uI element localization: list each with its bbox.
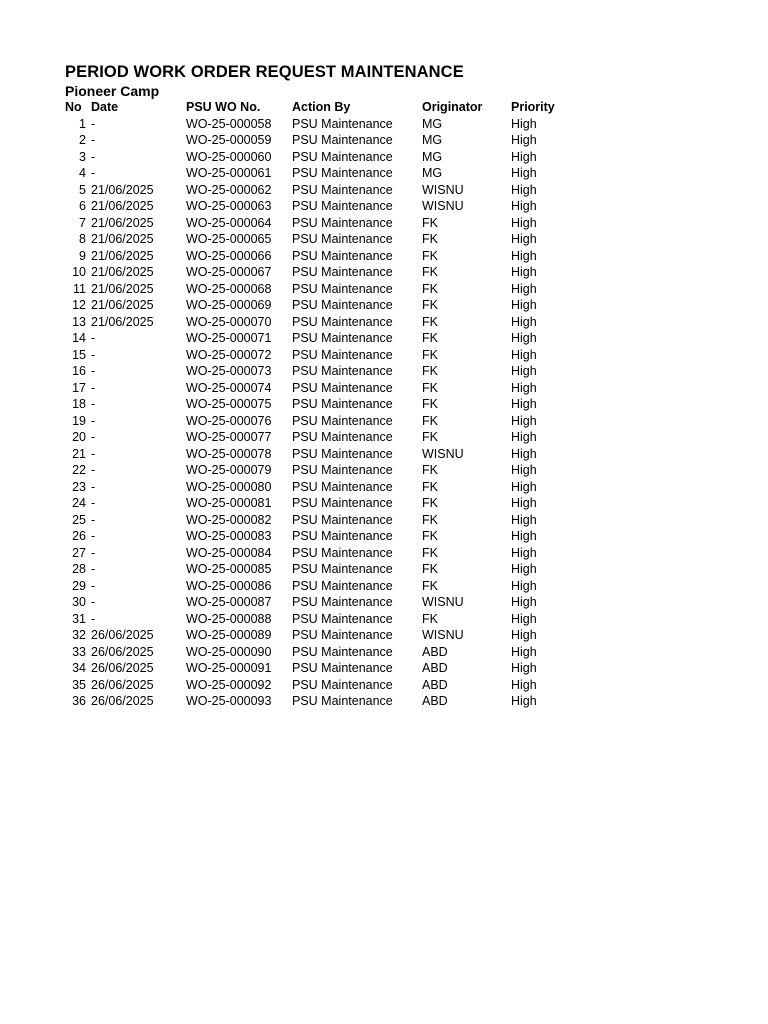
row-no-cell: 34 bbox=[72, 661, 86, 675]
row-originator-cell: FK bbox=[422, 562, 438, 576]
row-priority-cell: High bbox=[511, 694, 537, 708]
row-no-cell: 9 bbox=[79, 248, 86, 263]
row-date-cell: 21/06/2025 bbox=[91, 281, 154, 296]
row-no-cell: 18 bbox=[72, 397, 86, 411]
table-row bbox=[63, 644, 571, 661]
row-wo-no-cell: WO-25-000067 bbox=[186, 265, 272, 279]
row-date-cell: 21/06/2025 bbox=[91, 232, 154, 246]
row-date-cell: - bbox=[91, 595, 96, 609]
row-priority-cell: High bbox=[511, 463, 537, 477]
row-date-cell: 26/06/2025 bbox=[91, 644, 154, 659]
table-row bbox=[63, 347, 571, 364]
row-priority-cell: High bbox=[511, 430, 537, 444]
table-header-row bbox=[63, 99, 571, 116]
row-wo-no-cell: WO-25-000084 bbox=[186, 545, 272, 560]
row-date-cell: - bbox=[91, 133, 96, 147]
row-action-by-cell: PSU Maintenance bbox=[292, 562, 393, 576]
row-date-cell: - bbox=[91, 331, 96, 345]
row-wo-no-cell: WO-25-000086 bbox=[186, 578, 272, 593]
row-originator-cell: FK bbox=[422, 380, 438, 395]
row-no-cell: 2 bbox=[79, 133, 86, 147]
row-originator-cell: MG bbox=[422, 149, 443, 164]
row-action-by-cell: PSU Maintenance bbox=[292, 298, 393, 312]
row-wo-no-cell: WO-25-000079 bbox=[186, 463, 272, 477]
row-action-by-cell: PSU Maintenance bbox=[292, 380, 393, 395]
row-date-cell: 21/06/2025 bbox=[91, 182, 154, 197]
row-priority-cell: High bbox=[511, 281, 537, 296]
row-date-cell: - bbox=[91, 512, 96, 527]
row-action-by-cell: PSU Maintenance bbox=[292, 347, 393, 362]
row-no-cell: 35 bbox=[72, 677, 86, 692]
table-body bbox=[63, 116, 571, 710]
row-no-cell: 29 bbox=[72, 578, 86, 593]
row-wo-no-cell: WO-25-000062 bbox=[186, 182, 272, 197]
table-row bbox=[63, 281, 571, 298]
row-action-by-cell: PSU Maintenance bbox=[292, 512, 393, 527]
row-originator-cell: ABD bbox=[422, 677, 448, 692]
row-no-cell: 12 bbox=[72, 298, 86, 312]
table-row bbox=[63, 132, 571, 149]
row-wo-no-cell: WO-25-000074 bbox=[186, 380, 272, 395]
row-wo-no-cell: WO-25-000093 bbox=[186, 694, 272, 708]
row-priority-cell: High bbox=[511, 149, 537, 164]
row-no-cell: 16 bbox=[72, 364, 86, 378]
row-date-cell: 21/06/2025 bbox=[91, 265, 154, 279]
row-originator-cell: MG bbox=[422, 133, 443, 147]
row-originator-cell: FK bbox=[422, 265, 438, 279]
row-priority-cell: High bbox=[511, 331, 537, 345]
row-priority-cell: High bbox=[511, 314, 537, 329]
row-wo-no-cell: WO-25-000071 bbox=[186, 331, 272, 345]
row-wo-no-cell: WO-25-000077 bbox=[186, 430, 272, 444]
row-no-cell: 21 bbox=[72, 446, 86, 461]
row-originator-cell: WISNU bbox=[422, 182, 464, 197]
table-row bbox=[63, 248, 571, 265]
row-wo-no-cell: WO-25-000072 bbox=[186, 347, 272, 362]
table-row bbox=[63, 396, 571, 413]
row-action-by-cell: PSU Maintenance bbox=[292, 199, 393, 213]
row-no-cell: 3 bbox=[79, 149, 86, 164]
header-date: Date bbox=[91, 100, 119, 114]
table-row bbox=[63, 545, 571, 562]
row-originator-cell: ABD bbox=[422, 644, 448, 659]
row-no-cell: 13 bbox=[72, 314, 86, 329]
row-no-cell: 36 bbox=[72, 694, 86, 708]
row-no-cell: 5 bbox=[79, 182, 86, 197]
table-row bbox=[63, 165, 571, 182]
row-wo-no-cell: WO-25-000060 bbox=[186, 149, 272, 164]
row-originator-cell: FK bbox=[422, 529, 438, 543]
row-date-cell: - bbox=[91, 578, 96, 593]
row-date-cell: - bbox=[91, 380, 96, 395]
row-wo-no-cell: WO-25-000068 bbox=[186, 281, 272, 296]
table-header bbox=[63, 99, 571, 116]
row-no-cell: 32 bbox=[72, 628, 86, 642]
row-priority-cell: High bbox=[511, 347, 537, 362]
row-no-cell: 4 bbox=[79, 166, 86, 180]
row-action-by-cell: PSU Maintenance bbox=[292, 644, 393, 659]
row-priority-cell: High bbox=[511, 644, 537, 659]
row-action-by-cell: PSU Maintenance bbox=[292, 611, 393, 626]
table-row bbox=[63, 264, 571, 281]
row-action-by-cell: PSU Maintenance bbox=[292, 413, 393, 428]
row-action-by-cell: PSU Maintenance bbox=[292, 265, 393, 279]
row-no-cell: 11 bbox=[73, 281, 86, 296]
table-row bbox=[63, 528, 571, 545]
row-action-by-cell: PSU Maintenance bbox=[292, 529, 393, 543]
row-originator-cell: ABD bbox=[422, 694, 448, 708]
row-wo-no-cell: WO-25-000061 bbox=[186, 166, 272, 180]
table-row bbox=[63, 594, 571, 611]
row-priority-cell: High bbox=[511, 298, 537, 312]
row-originator-cell: MG bbox=[422, 116, 443, 131]
row-date-cell: - bbox=[91, 116, 96, 131]
row-action-by-cell: PSU Maintenance bbox=[292, 397, 393, 411]
row-no-cell: 28 bbox=[72, 562, 86, 576]
row-date-cell: - bbox=[91, 463, 96, 477]
row-no-cell: 33 bbox=[72, 644, 86, 659]
row-priority-cell: High bbox=[511, 628, 537, 642]
row-originator-cell: WISNU bbox=[422, 446, 464, 461]
row-wo-no-cell: WO-25-000088 bbox=[186, 611, 272, 626]
document-title: PERIOD WORK ORDER REQUEST MAINTENANCE bbox=[65, 63, 464, 81]
row-priority-cell: High bbox=[511, 413, 537, 428]
row-action-by-cell: PSU Maintenance bbox=[292, 545, 393, 560]
row-originator-cell: FK bbox=[422, 463, 438, 477]
row-date-cell: - bbox=[91, 562, 96, 576]
header-originator: Originator bbox=[422, 100, 483, 114]
row-originator-cell: FK bbox=[422, 611, 438, 626]
row-wo-no-cell: WO-25-000058 bbox=[186, 116, 272, 131]
row-originator-cell: FK bbox=[422, 232, 438, 246]
row-no-cell: 22 bbox=[72, 463, 86, 477]
row-priority-cell: High bbox=[511, 133, 537, 147]
row-wo-no-cell: WO-25-000092 bbox=[186, 677, 272, 692]
table-row bbox=[63, 446, 571, 463]
row-originator-cell: FK bbox=[422, 496, 438, 510]
row-originator-cell: ABD bbox=[422, 661, 448, 675]
row-date-cell: 21/06/2025 bbox=[91, 199, 154, 213]
table-row bbox=[63, 363, 571, 380]
row-wo-no-cell: WO-25-000059 bbox=[186, 133, 272, 147]
row-wo-no-cell: WO-25-000087 bbox=[186, 595, 272, 609]
table-row bbox=[63, 330, 571, 347]
row-no-cell: 15 bbox=[72, 347, 86, 362]
row-action-by-cell: PSU Maintenance bbox=[292, 661, 393, 675]
header-no: No bbox=[65, 100, 82, 114]
row-action-by-cell: PSU Maintenance bbox=[292, 430, 393, 444]
row-action-by-cell: PSU Maintenance bbox=[292, 314, 393, 329]
row-wo-no-cell: WO-25-000078 bbox=[186, 446, 272, 461]
row-action-by-cell: PSU Maintenance bbox=[292, 149, 393, 164]
table-row bbox=[63, 215, 571, 232]
row-originator-cell: FK bbox=[422, 397, 438, 411]
table-row bbox=[63, 149, 571, 166]
row-date-cell: - bbox=[91, 545, 96, 560]
table-row bbox=[63, 198, 571, 215]
row-priority-cell: High bbox=[511, 364, 537, 378]
row-originator-cell: FK bbox=[422, 512, 438, 527]
table-row bbox=[63, 512, 571, 529]
table-row bbox=[63, 677, 571, 694]
header-wo-no: PSU WO No. bbox=[186, 100, 261, 114]
row-wo-no-cell: WO-25-000089 bbox=[186, 628, 272, 642]
row-wo-no-cell: WO-25-000082 bbox=[186, 512, 272, 527]
row-originator-cell: FK bbox=[422, 215, 438, 230]
row-wo-no-cell: WO-25-000063 bbox=[186, 199, 272, 213]
row-action-by-cell: PSU Maintenance bbox=[292, 446, 393, 461]
row-date-cell: 21/06/2025 bbox=[91, 248, 154, 263]
work-order-table bbox=[63, 99, 571, 710]
row-action-by-cell: PSU Maintenance bbox=[292, 463, 393, 477]
row-originator-cell: FK bbox=[422, 545, 438, 560]
table-row bbox=[63, 561, 571, 578]
row-priority-cell: High bbox=[511, 380, 537, 395]
table-row bbox=[63, 627, 571, 644]
row-action-by-cell: PSU Maintenance bbox=[292, 496, 393, 510]
row-priority-cell: High bbox=[511, 265, 537, 279]
row-priority-cell: High bbox=[511, 595, 537, 609]
table-row bbox=[63, 231, 571, 248]
row-priority-cell: High bbox=[511, 512, 537, 527]
row-no-cell: 6 bbox=[79, 199, 86, 213]
row-wo-no-cell: WO-25-000075 bbox=[186, 397, 272, 411]
row-priority-cell: High bbox=[511, 529, 537, 543]
table-row bbox=[63, 479, 571, 496]
table-row bbox=[63, 380, 571, 397]
row-action-by-cell: PSU Maintenance bbox=[292, 595, 393, 609]
row-action-by-cell: PSU Maintenance bbox=[292, 364, 393, 378]
row-action-by-cell: PSU Maintenance bbox=[292, 116, 393, 131]
row-priority-cell: High bbox=[511, 116, 537, 131]
row-no-cell: 14 bbox=[72, 331, 86, 345]
header-priority: Priority bbox=[511, 100, 555, 114]
row-wo-no-cell: WO-25-000091 bbox=[186, 661, 272, 675]
row-priority-cell: High bbox=[511, 496, 537, 510]
row-no-cell: 25 bbox=[72, 512, 86, 527]
row-wo-no-cell: WO-25-000080 bbox=[186, 479, 272, 494]
row-action-by-cell: PSU Maintenance bbox=[292, 215, 393, 230]
table-row bbox=[63, 314, 571, 331]
row-priority-cell: High bbox=[511, 232, 537, 246]
row-action-by-cell: PSU Maintenance bbox=[292, 248, 393, 263]
table-row bbox=[63, 611, 571, 628]
row-originator-cell: FK bbox=[422, 364, 438, 378]
row-originator-cell: FK bbox=[422, 298, 438, 312]
row-date-cell: - bbox=[91, 529, 96, 543]
row-action-by-cell: PSU Maintenance bbox=[292, 628, 393, 642]
table-row bbox=[63, 462, 571, 479]
row-originator-cell: FK bbox=[422, 430, 438, 444]
row-priority-cell: High bbox=[511, 677, 537, 692]
row-date-cell: - bbox=[91, 166, 96, 180]
row-action-by-cell: PSU Maintenance bbox=[292, 331, 393, 345]
row-action-by-cell: PSU Maintenance bbox=[292, 578, 393, 593]
row-action-by-cell: PSU Maintenance bbox=[292, 166, 393, 180]
row-date-cell: - bbox=[91, 430, 96, 444]
row-date-cell: 21/06/2025 bbox=[91, 215, 154, 230]
row-priority-cell: High bbox=[511, 397, 537, 411]
table-row bbox=[63, 297, 571, 314]
row-wo-no-cell: WO-25-000083 bbox=[186, 529, 272, 543]
row-originator-cell: FK bbox=[422, 281, 438, 296]
row-date-cell: 26/06/2025 bbox=[91, 661, 154, 675]
row-wo-no-cell: WO-25-000073 bbox=[186, 364, 272, 378]
row-date-cell: - bbox=[91, 496, 96, 510]
row-priority-cell: High bbox=[511, 661, 537, 675]
row-priority-cell: High bbox=[511, 562, 537, 576]
row-date-cell: 26/06/2025 bbox=[91, 628, 154, 642]
row-wo-no-cell: WO-25-000090 bbox=[186, 644, 272, 659]
table-row bbox=[63, 413, 571, 430]
table-row bbox=[63, 495, 571, 512]
table-row bbox=[63, 429, 571, 446]
row-no-cell: 10 bbox=[72, 265, 86, 279]
row-date-cell: 21/06/2025 bbox=[91, 298, 154, 312]
row-wo-no-cell: WO-25-000066 bbox=[186, 248, 272, 263]
row-date-cell: 21/06/2025 bbox=[91, 314, 154, 329]
row-no-cell: 20 bbox=[72, 430, 86, 444]
row-action-by-cell: PSU Maintenance bbox=[292, 232, 393, 246]
row-no-cell: 19 bbox=[72, 413, 86, 428]
row-no-cell: 23 bbox=[72, 479, 86, 494]
row-date-cell: - bbox=[91, 364, 96, 378]
row-wo-no-cell: WO-25-000081 bbox=[186, 496, 272, 510]
row-date-cell: 26/06/2025 bbox=[91, 694, 154, 708]
row-no-cell: 27 bbox=[72, 545, 86, 560]
row-originator-cell: FK bbox=[422, 578, 438, 593]
row-priority-cell: High bbox=[511, 215, 537, 230]
row-priority-cell: High bbox=[511, 248, 537, 263]
header-action-by: Action By bbox=[292, 100, 351, 114]
row-date-cell: - bbox=[91, 479, 96, 494]
row-wo-no-cell: WO-25-000070 bbox=[186, 314, 272, 329]
table-row bbox=[63, 578, 571, 595]
row-no-cell: 8 bbox=[79, 232, 86, 246]
row-date-cell: - bbox=[91, 611, 96, 626]
row-wo-no-cell: WO-25-000085 bbox=[186, 562, 272, 576]
table-row bbox=[63, 182, 571, 199]
row-wo-no-cell: WO-25-000076 bbox=[186, 413, 272, 428]
row-action-by-cell: PSU Maintenance bbox=[292, 133, 393, 147]
row-priority-cell: High bbox=[511, 199, 537, 213]
row-action-by-cell: PSU Maintenance bbox=[292, 182, 393, 197]
row-priority-cell: High bbox=[511, 166, 537, 180]
document-subtitle: Pioneer Camp bbox=[65, 83, 160, 99]
row-priority-cell: High bbox=[511, 182, 537, 197]
row-date-cell: - bbox=[91, 397, 96, 411]
row-no-cell: 1 bbox=[79, 116, 86, 131]
row-no-cell: 17 bbox=[72, 380, 86, 395]
row-date-cell: - bbox=[91, 413, 96, 428]
row-action-by-cell: PSU Maintenance bbox=[292, 479, 393, 494]
row-wo-no-cell: WO-25-000065 bbox=[186, 232, 272, 246]
row-priority-cell: High bbox=[511, 611, 537, 626]
row-action-by-cell: PSU Maintenance bbox=[292, 281, 393, 296]
row-originator-cell: FK bbox=[422, 413, 438, 428]
row-originator-cell: WISNU bbox=[422, 628, 464, 642]
row-no-cell: 7 bbox=[79, 215, 86, 230]
row-action-by-cell: PSU Maintenance bbox=[292, 677, 393, 692]
row-action-by-cell: PSU Maintenance bbox=[292, 694, 393, 708]
row-originator-cell: FK bbox=[422, 314, 438, 329]
table-row bbox=[63, 116, 571, 133]
row-date-cell: - bbox=[91, 446, 96, 461]
row-date-cell: - bbox=[91, 149, 96, 164]
row-wo-no-cell: WO-25-000069 bbox=[186, 298, 272, 312]
row-no-cell: 30 bbox=[72, 595, 86, 609]
table-row bbox=[63, 660, 571, 677]
row-priority-cell: High bbox=[511, 545, 537, 560]
row-originator-cell: WISNU bbox=[422, 199, 464, 213]
row-no-cell: 31 bbox=[72, 611, 86, 626]
row-no-cell: 24 bbox=[72, 496, 86, 510]
row-priority-cell: High bbox=[511, 479, 537, 494]
row-originator-cell: FK bbox=[422, 347, 438, 362]
row-priority-cell: High bbox=[511, 446, 537, 461]
row-originator-cell: MG bbox=[422, 166, 443, 180]
row-priority-cell: High bbox=[511, 578, 537, 593]
row-originator-cell: FK bbox=[422, 331, 438, 345]
row-date-cell: - bbox=[91, 347, 96, 362]
row-originator-cell: FK bbox=[422, 479, 438, 494]
row-originator-cell: WISNU bbox=[422, 595, 464, 609]
row-wo-no-cell: WO-25-000064 bbox=[186, 215, 272, 230]
table-row bbox=[63, 693, 571, 710]
row-originator-cell: FK bbox=[422, 248, 438, 263]
row-no-cell: 26 bbox=[72, 529, 86, 543]
row-date-cell: 26/06/2025 bbox=[91, 677, 154, 692]
